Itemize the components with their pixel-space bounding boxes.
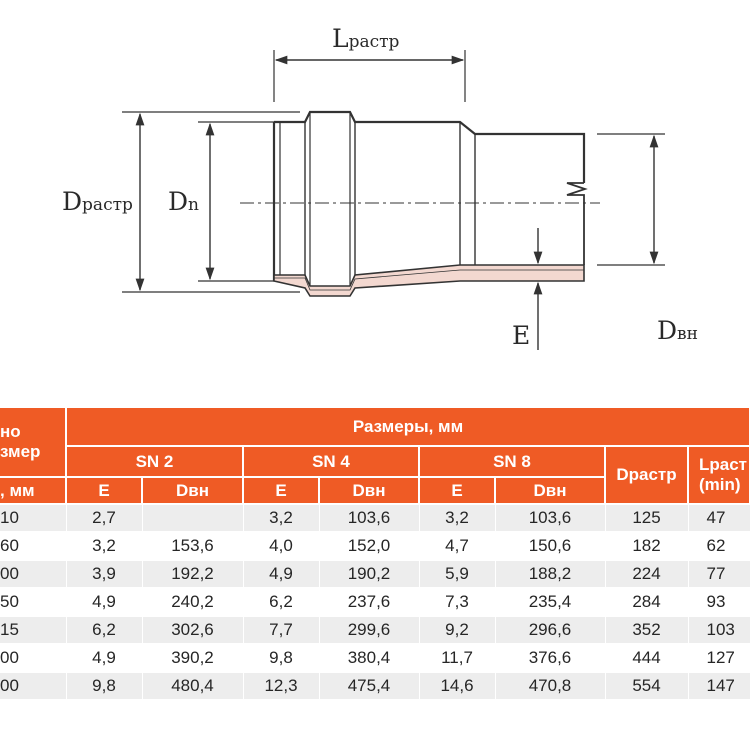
table-body bbox=[0, 504, 750, 700]
table-cell: 296,6 bbox=[495, 616, 605, 644]
table-cell: 182 bbox=[605, 532, 688, 560]
table-cell: 50 bbox=[0, 588, 66, 616]
sub-header-d-inner: Dвн bbox=[495, 477, 605, 504]
table-cell: 62 bbox=[688, 532, 750, 560]
dimensions-group-header: Размеры, мм bbox=[66, 408, 750, 446]
table-cell: 2,7 bbox=[66, 504, 142, 532]
table-cell: 6,2 bbox=[243, 588, 319, 616]
table-cell: 240,2 bbox=[142, 588, 243, 616]
d-inner-label: Dвн bbox=[657, 316, 698, 345]
table-cell: 00 bbox=[0, 672, 66, 700]
table-row bbox=[0, 644, 750, 672]
table-cell: 153,6 bbox=[142, 532, 243, 560]
l-socket-header: Lраст (min) bbox=[688, 446, 750, 504]
table-cell: 352 bbox=[605, 616, 688, 644]
table-cell: 4,0 bbox=[243, 532, 319, 560]
table-cell: 3,9 bbox=[66, 560, 142, 588]
table-cell: 103 bbox=[688, 616, 750, 644]
table-row bbox=[0, 672, 750, 700]
table-cell: 302,6 bbox=[142, 616, 243, 644]
table-cell: 47 bbox=[688, 504, 750, 532]
sn4-header: SN 4 bbox=[243, 446, 419, 477]
pipe-outline-top bbox=[274, 112, 584, 183]
wall-label: E bbox=[512, 321, 531, 350]
dimensions-table bbox=[0, 408, 750, 701]
d-socket-label: Dрастр bbox=[62, 187, 133, 216]
table-cell: 224 bbox=[605, 560, 688, 588]
table-cell: 554 bbox=[605, 672, 688, 700]
table-cell: 00 bbox=[0, 644, 66, 672]
table-cell: 235,4 bbox=[495, 588, 605, 616]
sub-header-e: E bbox=[66, 477, 142, 504]
d-nominal-label: Dn bbox=[168, 187, 199, 216]
sub-header-e: E bbox=[243, 477, 319, 504]
table-cell: 125 bbox=[605, 504, 688, 532]
table-cell: 9,2 bbox=[419, 616, 495, 644]
pipe-break-mark bbox=[567, 183, 585, 265]
table-cell: 12,3 bbox=[243, 672, 319, 700]
table-cell: 5,9 bbox=[419, 560, 495, 588]
table-cell: 103,6 bbox=[495, 504, 605, 532]
nominal-size-header: но змер bbox=[0, 408, 66, 477]
table-cell: 376,6 bbox=[495, 644, 605, 672]
table-cell: 284 bbox=[605, 588, 688, 616]
table-cell: 475,4 bbox=[319, 672, 419, 700]
table-row bbox=[0, 560, 750, 588]
table-cell: 127 bbox=[688, 644, 750, 672]
table-cell: 6,2 bbox=[66, 616, 142, 644]
table-cell: 103,6 bbox=[319, 504, 419, 532]
table-cell: 150,6 bbox=[495, 532, 605, 560]
table-cell: 470,8 bbox=[495, 672, 605, 700]
table-cell: 15 bbox=[0, 616, 66, 644]
nominal-size-unit-header: , мм bbox=[0, 477, 66, 504]
sub-header-d-inner: Dвн bbox=[319, 477, 419, 504]
table-cell: 190,2 bbox=[319, 560, 419, 588]
table-cell: 11,7 bbox=[419, 644, 495, 672]
table-cell: 4,9 bbox=[243, 560, 319, 588]
table-cell: 10 bbox=[0, 504, 66, 532]
table-cell: 3,2 bbox=[66, 532, 142, 560]
table-cell: 299,6 bbox=[319, 616, 419, 644]
table-cell: 00 bbox=[0, 560, 66, 588]
sn8-header: SN 8 bbox=[419, 446, 605, 477]
sub-header-e: E bbox=[419, 477, 495, 504]
table-cell: 3,2 bbox=[243, 504, 319, 532]
table-cell: 3,2 bbox=[419, 504, 495, 532]
table-cell: 4,9 bbox=[66, 644, 142, 672]
table-cell: 390,2 bbox=[142, 644, 243, 672]
table-cell: 237,6 bbox=[319, 588, 419, 616]
table-cell: 4,9 bbox=[66, 588, 142, 616]
table-cell: 380,4 bbox=[319, 644, 419, 672]
table-cell: 9,8 bbox=[66, 672, 142, 700]
table-row bbox=[0, 504, 750, 532]
table-cell: 152,0 bbox=[319, 532, 419, 560]
table-cell: 14,6 bbox=[419, 672, 495, 700]
table-cell: 444 bbox=[605, 644, 688, 672]
l-socket-label: Lрастр bbox=[332, 24, 400, 53]
table-cell: 188,2 bbox=[495, 560, 605, 588]
table-row bbox=[0, 616, 750, 644]
table-cell: 480,4 bbox=[142, 672, 243, 700]
table-cell: 60 bbox=[0, 532, 66, 560]
table-cell bbox=[142, 504, 243, 532]
table-cell: 147 bbox=[688, 672, 750, 700]
sub-header-d-inner: Dвн bbox=[142, 477, 243, 504]
table-cell: 192,2 bbox=[142, 560, 243, 588]
table-cell: 9,8 bbox=[243, 644, 319, 672]
d-socket-header: Dраcтр bbox=[605, 446, 688, 504]
table-cell: 93 bbox=[688, 588, 750, 616]
sn2-header: SN 2 bbox=[66, 446, 243, 477]
table-row bbox=[0, 532, 750, 560]
table-cell: 7,7 bbox=[243, 616, 319, 644]
table-cell: 7,3 bbox=[419, 588, 495, 616]
table-cell: 77 bbox=[688, 560, 750, 588]
table-cell: 4,7 bbox=[419, 532, 495, 560]
table-row bbox=[0, 588, 750, 616]
